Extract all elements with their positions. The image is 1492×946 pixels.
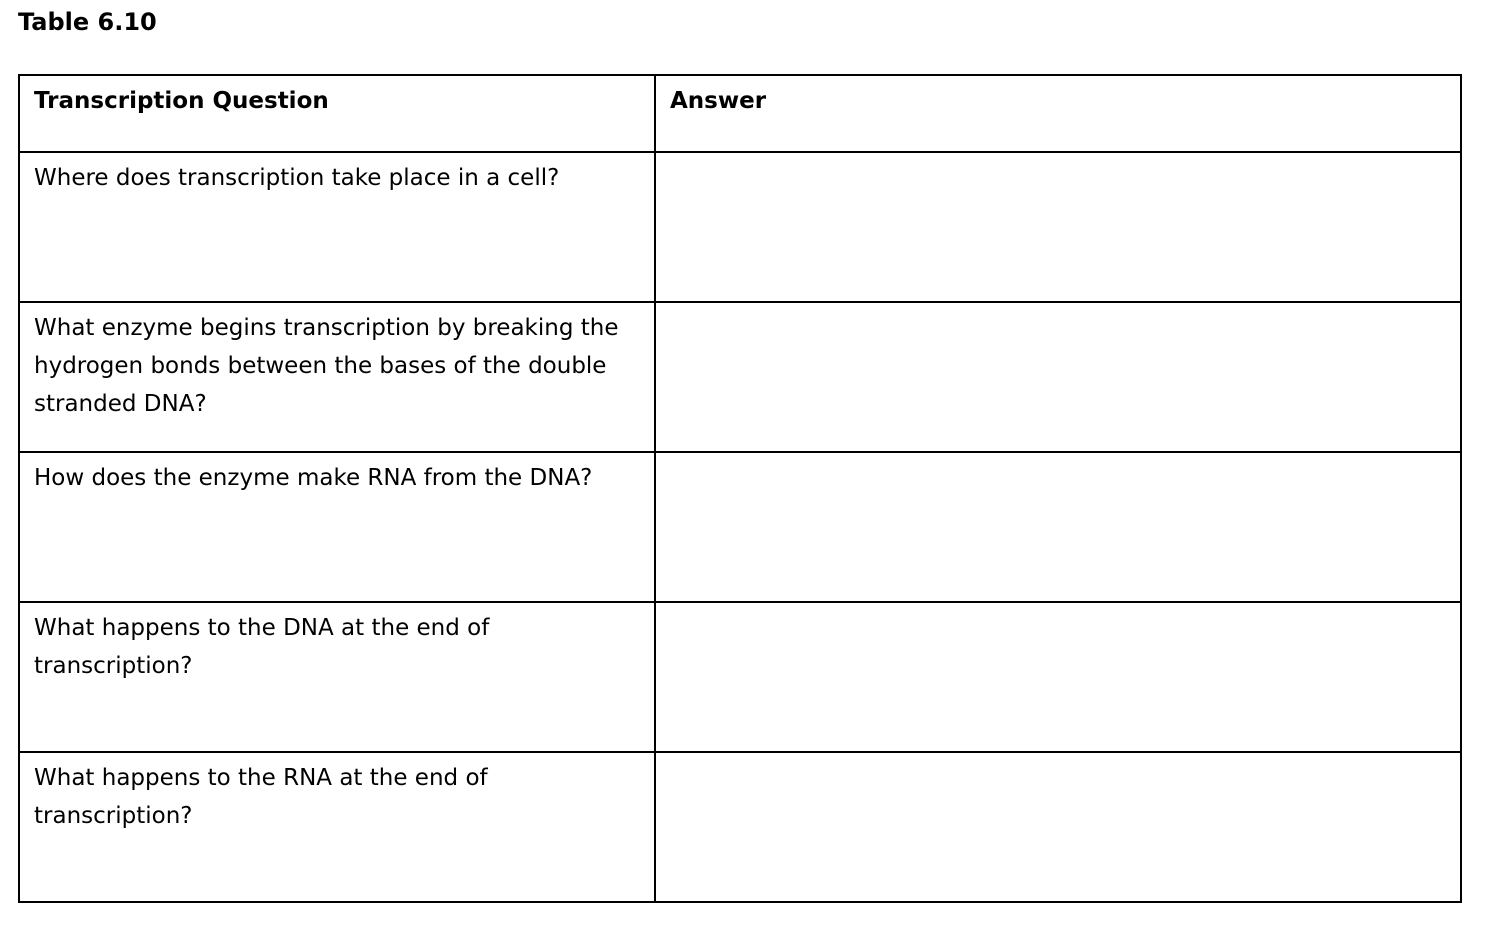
question-cell: What happens to the DNA at the end of transcription? [19, 602, 655, 752]
table-header-row [19, 75, 1461, 152]
answer-cell[interactable] [655, 752, 1461, 902]
question-cell: What happens to the RNA at the end of transcription? [19, 752, 655, 902]
transcription-question-table [18, 74, 1462, 903]
question-cell: How does the enzyme make RNA from the DNA? [19, 452, 655, 602]
answer-column-header: Answer [655, 75, 1461, 152]
table-row [19, 302, 1461, 452]
question-cell: What enzyme begins transcription by breaking the hydrogen bonds between the bases of the double stranded DNA? [19, 302, 655, 452]
question-column-header: Transcription Question [19, 75, 655, 152]
table-row [19, 452, 1461, 602]
answer-cell[interactable] [655, 302, 1461, 452]
answer-cell[interactable] [655, 452, 1461, 602]
table-row [19, 152, 1461, 302]
table-row [19, 752, 1461, 902]
question-cell: Where does transcription take place in a cell? [19, 152, 655, 302]
table-row [19, 602, 1461, 752]
answer-cell[interactable] [655, 602, 1461, 752]
answer-cell[interactable] [655, 152, 1461, 302]
table-caption: Table 6.10 [18, 8, 157, 36]
